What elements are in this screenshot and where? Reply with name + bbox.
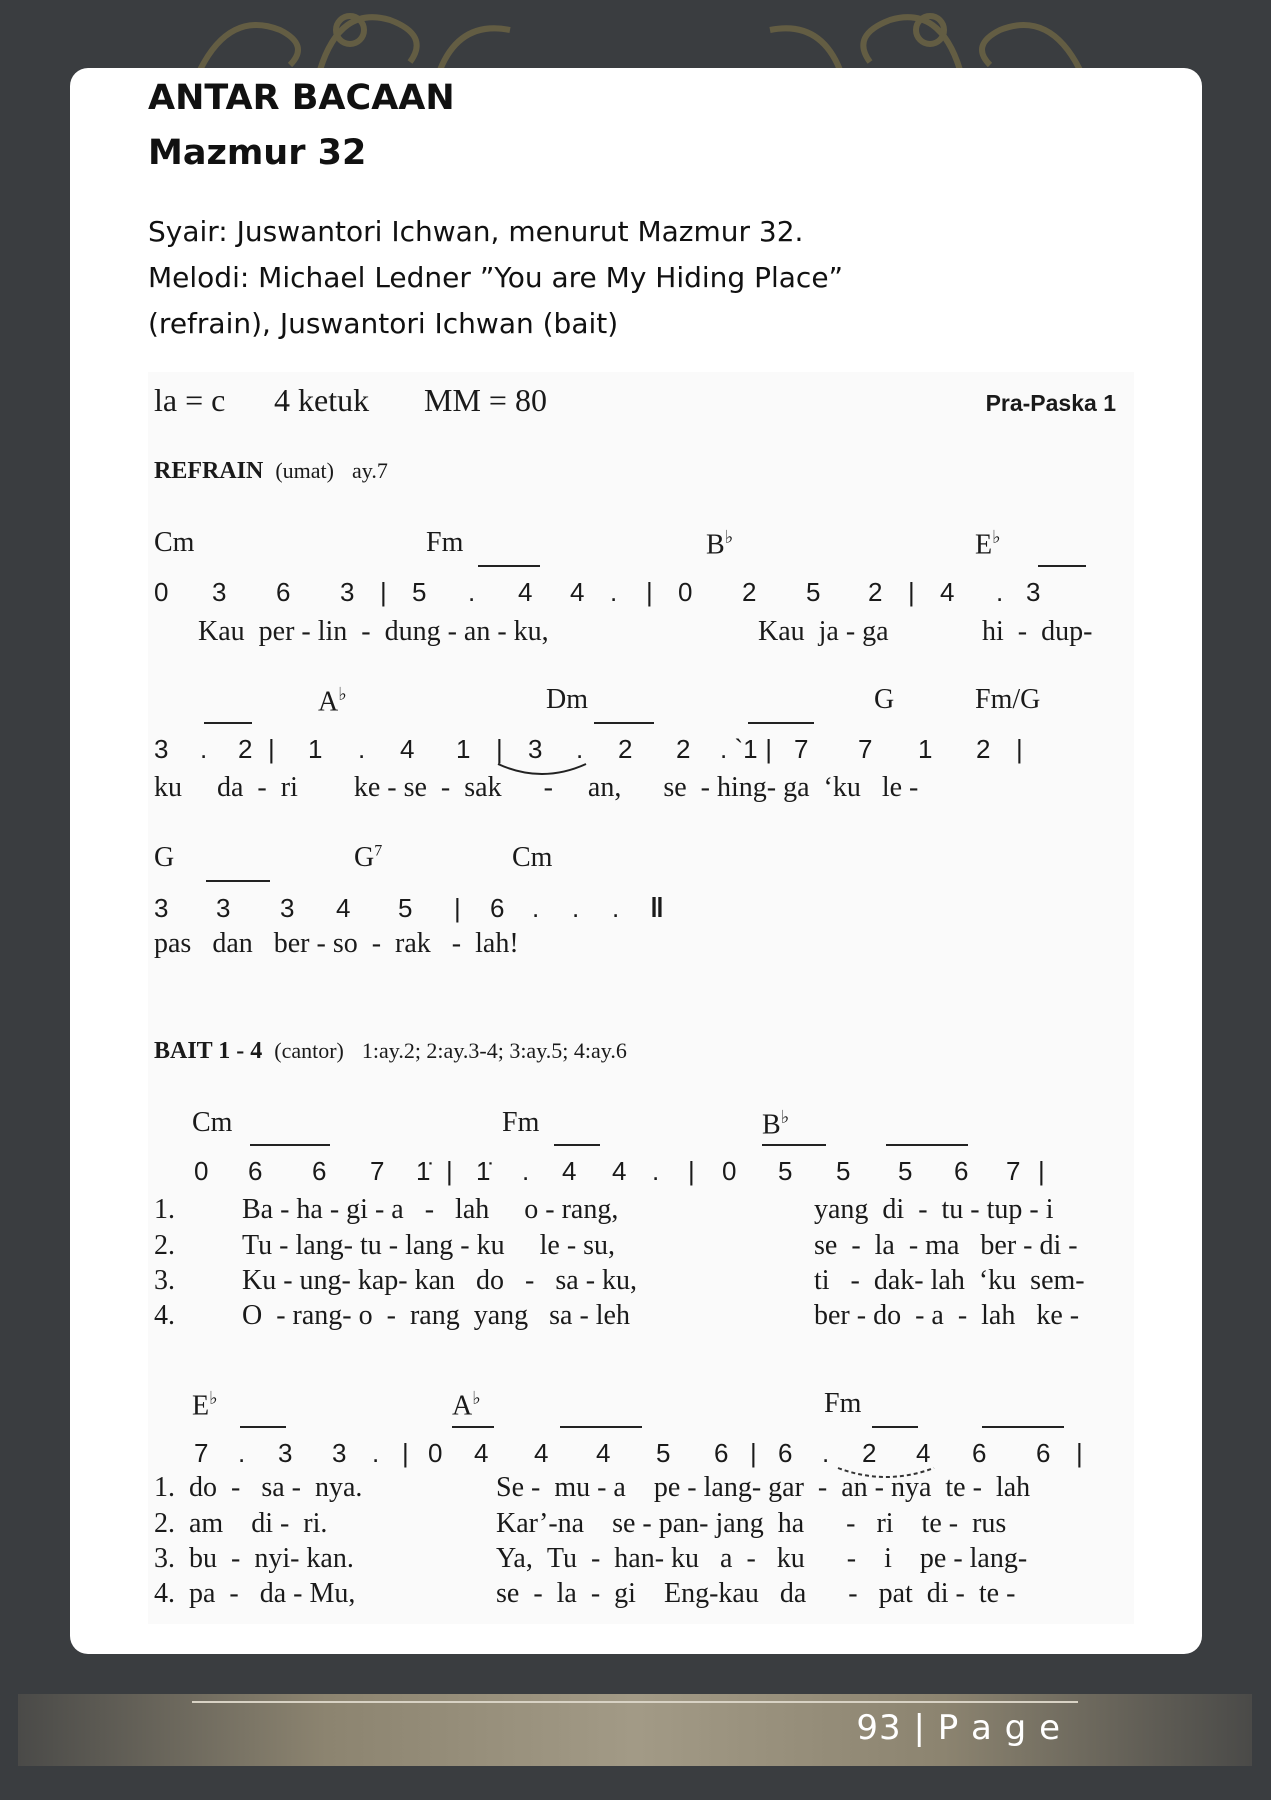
lyric-line: Ku - ung- kap- kan do - sa - ku, [242,1265,638,1296]
lyric-line: ti - dak- lah ‘ku sem- [814,1265,1085,1296]
lyric-line: Ba - ha - gi - a - lah o - rang, [242,1194,619,1225]
chord: Cm [154,527,195,558]
lyric-line: O - rang- o - rang yang sa - leh [242,1300,630,1331]
credit-line-1: Syair: Juswantori Ichwan, menurut Mazmur 32. [148,215,804,248]
score-tempo: MM = 80 [424,382,547,418]
chord: Dm [546,684,588,715]
lyric-line: 1. do - sa - nya. [154,1472,363,1503]
chord: Fm [502,1107,540,1138]
lyric-line: 3. [154,1265,175,1296]
lyric-line: 2. am di - ri. [154,1508,328,1539]
bait-label: BAIT 1 - 4 [154,1038,263,1064]
chord: Cm [192,1107,233,1138]
lyric-line: Kar’-na se - pan- jang ha - ri te - rus [496,1508,1007,1539]
top-ornament-left [190,0,520,70]
score-meter: 4 ketuk [274,382,370,418]
chord: E♭ [975,527,1001,561]
chord: B♭ [762,1107,790,1141]
bait-who: (cantor) [274,1038,344,1063]
chord: Cm [512,842,553,873]
refrain-heading [154,458,388,485]
chord: $G^7$ [354,842,383,873]
chord: Fm [824,1388,862,1419]
lyric-line: Kau per - lin - dung - an - ku, [198,616,549,647]
lyric-line: 2. [154,1230,175,1261]
chord: Fm/G [975,684,1041,715]
notation-line: 7 . 3 3 . | 0 4 4 4 5 6 | 6 . 2 4 6 6 | [194,1438,1083,1468]
credit-line-2: Melodi: Michael Ledner ”You are My Hiding Place” [148,261,844,294]
lyric-line: yang di - tu - tup - i [814,1194,1054,1225]
lyric-line: Se - mu - a pe - lang- gar - an - nya te - lah [496,1472,1031,1503]
chord: A♭ [318,684,347,718]
footer-divider [192,1701,1078,1703]
score-occasion: Pra-Paska 1 [985,390,1116,416]
score-key: la = c [154,382,226,418]
lyric-line: Tu - lang- tu - lang - ku le - su, [242,1230,616,1261]
chord: B♭ [706,527,734,561]
notation-line: 3 3 3 4 5 | 6 . . . ‖ [154,892,664,923]
refrain-verse: ay.7 [352,458,388,483]
notation-line: 0 6 6 7 1̇ | 1̇ . 4 4 . | 0 5 5 5 6 7 | [194,1156,1045,1186]
page-footer [18,1694,1252,1766]
lyric-line: 4. [154,1300,175,1331]
lyric-line: hi - dup- [982,616,1093,647]
lyric-line: 1. [154,1194,175,1225]
lyric-line: se - la - ma ber - di - [814,1230,1078,1261]
lyric-line: Ya, Tu - han- ku a - ku - i pe - lang- [496,1543,1028,1574]
page-number: 93 | P a g e [856,1708,1061,1748]
lyric-line: Kau ja - ga [758,616,889,647]
credit-line-3: (refrain), Juswantori Ichwan (bait) [148,307,619,340]
sheet-music-score [148,372,1134,1624]
notation-line: 0 3 6 3 | 5 . 4 4 . | 0 2 5 2 | 4 . 3 [154,577,1041,607]
page-subtitle: Mazmur 32 [148,133,367,173]
chord: G [154,842,175,873]
lyric-line: ku da - ri ke - se - sak - an, se - hing- ga ‘ku le - [154,772,919,803]
lyric-line: 3. bu - nyi- kan. [154,1543,354,1574]
lyric-line: se - la - gi Eng-kau da - pat di - te - [496,1578,1016,1609]
top-ornament-right [760,0,1090,70]
refrain-who: (umat) [275,458,334,483]
page-title: ANTAR BACAAN [148,78,455,118]
lyric-line: ber - do - a - lah ke - [814,1300,1080,1331]
refrain-label: REFRAIN [154,458,264,484]
chord: E♭ [192,1388,218,1422]
chord: G [874,684,895,715]
lyric-line: 4. pa - da - Mu, [154,1578,356,1609]
chord: A♭ [452,1388,481,1422]
notation-line: 3 . 2 | 1 . 4 1 | 3 . 2 2 . `1 | 7 7 1 2 | [154,734,1023,764]
chord: Fm [426,527,464,558]
bait-verses: 1:ay.2; 2:ay.3-4; 3:ay.5; 4:ay.6 [361,1038,627,1063]
bait-heading [154,1038,627,1065]
lyric-line: pas dan ber - so - rak - lah! [154,928,519,959]
